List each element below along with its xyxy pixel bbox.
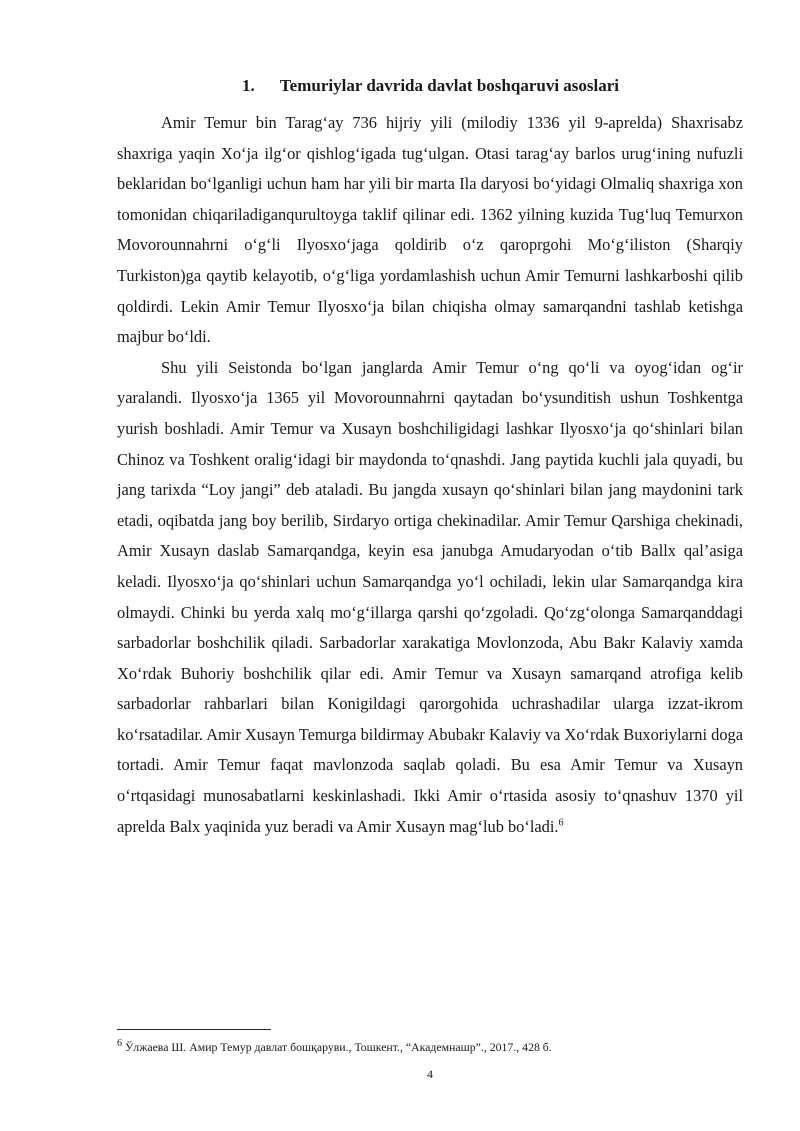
page-number: 4 (427, 1067, 433, 1081)
footnote-reference: 6 (558, 817, 564, 829)
section-heading (118, 74, 743, 98)
paragraph-text: Shu yili Seistonda bo‘lgan janglarda Amir Temur o‘ng qo‘li va oyog‘idan og‘ir yaralandi. Ilyosxo‘ja 1365 yil Movorounnahrni qaytadan bo‘ysunditish ushun Toshkentga yurish boshladi. Amir Temur va Xusayn boshchiligidagi lashkar Ilyosxo‘ja qo‘shinlari bilan Chinoz va Toshkent oralig‘idagi bir maydonda to‘qnashdi. Jang paytida kuchli jala quyadi, bu jang tarixda “Loy jangi” deb ataladi. Bu jangda xusayn qo‘shinlari bilan jang maydonini tark etadi, oqibatda jang boy berilib, Sirdaryo ortiga chekinadilar. Amir Temur Qarshiga chekinadi, Amir Xusayn daslab Samarqandga, keyin esa janubga Amudaryodan o‘tib Ballx qal’asiga keladi. Ilyosxo‘ja qo‘shinlari uchun Samarqandga yo‘l ochiladi, lekin ular Samarqandga kira olmaydi. Chinki bu yerda xalq mo‘g‘illarga qarshi qo‘zgoladi. Qo‘zg‘olonga Samarqanddagi sarbadorlar boshchilik qiladi. Sarbadorlar xarakatiga Movlonzoda, Abu Bakr Kalaviy xamda Xo‘rdak Buhoriy boshchilik qilar edi. Amir Temur va Xusayn samarqand atrofiga kelib sarbadorlar rahbarlari bilan Konigildagi qarorgohida uchrashadilar ularga izzat-ikrom ko‘rsatadilar. Amir Xusayn Temurga bildirmay Abubakr Kalaviy va Xo‘rdak Buxoriylarni doga tortadi. Amir Temur faqat mavlonzoda saqlab qoladi. Bu esa Amir Temur va Xusayn o‘rtqasidagi munosabatlarni keskinlashadi. Ikki Amir o‘rtasida asosiy to‘qnashuv 1370 yil aprelda Balx yaqinida yuz beradi va Amir Xusayn mag‘lub bo‘ladi. (117, 357, 743, 836)
paragraph (117, 353, 743, 843)
body-text (117, 108, 743, 842)
footnote-divider (117, 1029, 271, 1030)
footnote (117, 1039, 743, 1055)
footnote-marker: 6 (117, 1038, 122, 1050)
section-number: 1. (241, 76, 255, 95)
paragraph-text: Amir Temur bin Tarag‘ay 736 hijriy yili (milodiy 1336 yil 9-aprelda) Shaxrisabz shaxriga yaqin Xo‘ja ilg‘or qishlog‘igada tug‘ulgan. Otasi tarag‘ay barlos urug‘ining nufuzli beklaridan bo‘lganligi uchun ham har yili bir marta Ila daryosi bo‘yidagi Olmaliq shaxriga xon tomonidan chiqariladiganqurultoyga taklif qilinar edi. 1362 yilning kuzida Tug‘luq Temurxon Movorounnahrni o‘g‘li Ilyosxo‘jaga qoldirib o‘z qaroprgohi Mo‘g‘iliston (Sharqiy Turkiston)ga qaytib kelayotib, o‘g‘liga yordamlashish uchun Amir Temurni lashkarboshi qilib qoldirdi. Lekin Amir Temur Ilyosxo‘ja bilan chiqisha olmay samarqandni tashlab ketishga majbur bo‘ldi. (117, 113, 743, 347)
section-title: Temuriylar davrida davlat boshqaruvi asoslari (279, 76, 620, 95)
paragraph (117, 108, 743, 353)
footnote-text: Ўлжаева Ш. Амир Темур давлат бошқаруви., Тошкент., “Академнашр”., 2017., 428 б. (122, 1040, 552, 1054)
